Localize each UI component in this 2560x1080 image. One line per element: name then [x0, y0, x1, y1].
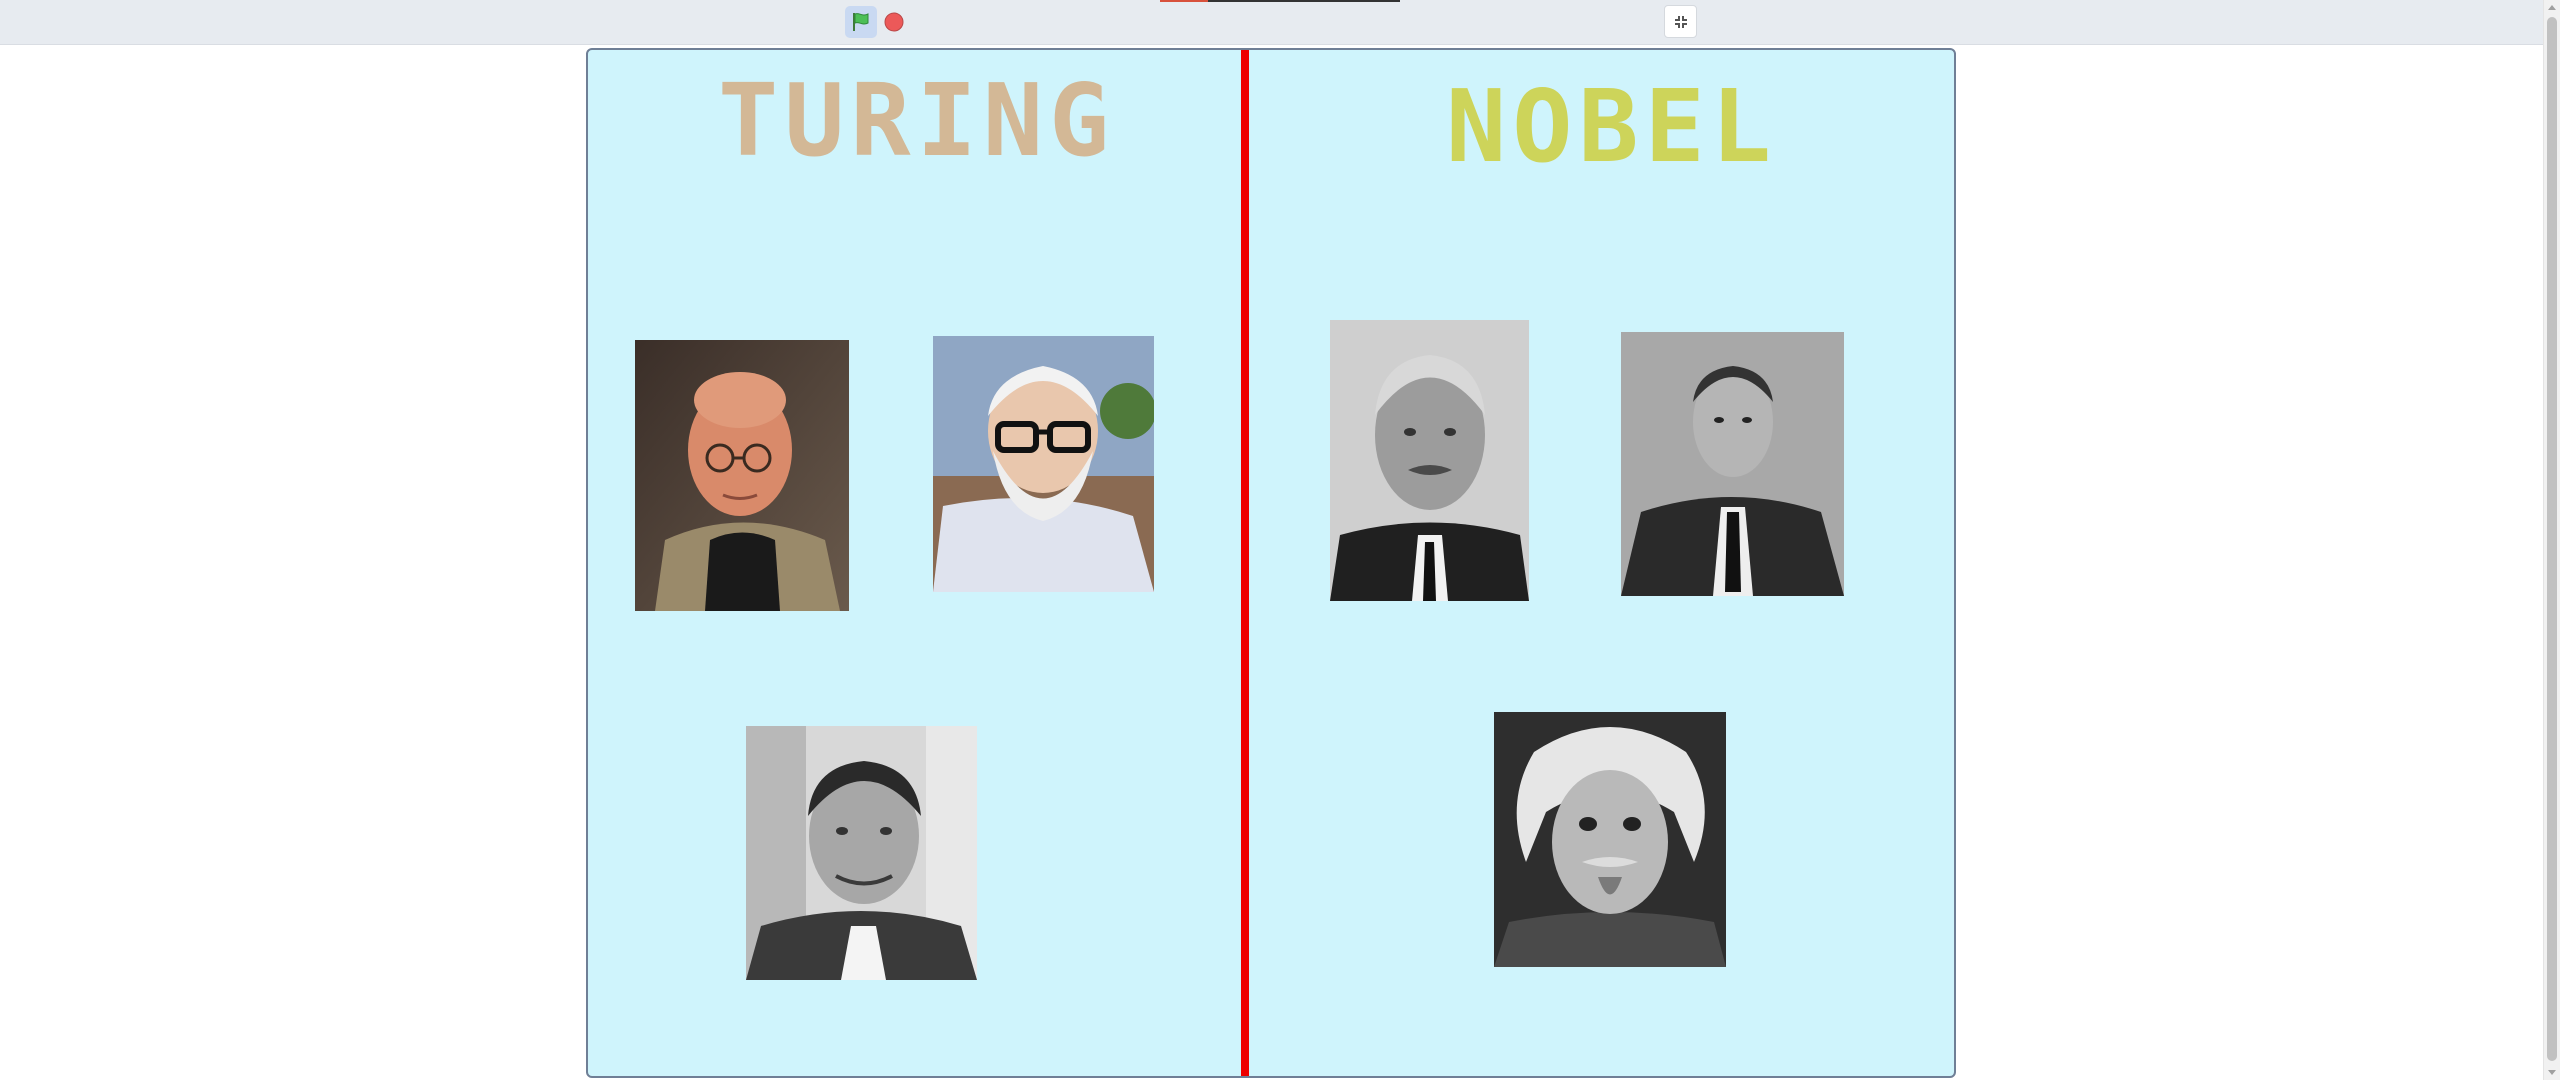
- turing-portrait-2[interactable]: [933, 336, 1154, 592]
- scroll-down-arrow-icon[interactable]: [2548, 1070, 2556, 1075]
- loading-indicator: [1160, 0, 1400, 2]
- turing-portrait-3[interactable]: [746, 726, 977, 980]
- vertical-scrollbar[interactable]: [2543, 0, 2560, 1080]
- nobel-portrait-2[interactable]: [1621, 332, 1844, 596]
- green-flag-icon: [850, 11, 872, 33]
- turing-heading: TURING: [718, 62, 1116, 179]
- scroll-up-arrow-icon[interactable]: [2548, 5, 2556, 10]
- exit-fullscreen-icon: [1672, 13, 1690, 31]
- exit-fullscreen-button[interactable]: [1664, 5, 1697, 38]
- nobel-heading: NOBEL: [1446, 68, 1778, 185]
- green-flag-button[interactable]: [845, 6, 877, 38]
- stop-icon: [884, 12, 904, 32]
- turing-portrait-1[interactable]: [635, 340, 849, 611]
- stage-toolbar: [0, 0, 2560, 45]
- scrollbar-thumb[interactable]: [2547, 17, 2557, 1061]
- nobel-portrait-3[interactable]: [1494, 712, 1726, 967]
- nobel-portrait-1[interactable]: [1330, 320, 1529, 601]
- project-stage[interactable]: [586, 48, 1956, 1078]
- stop-button[interactable]: [883, 11, 905, 33]
- red-divider-line: [1241, 50, 1249, 1078]
